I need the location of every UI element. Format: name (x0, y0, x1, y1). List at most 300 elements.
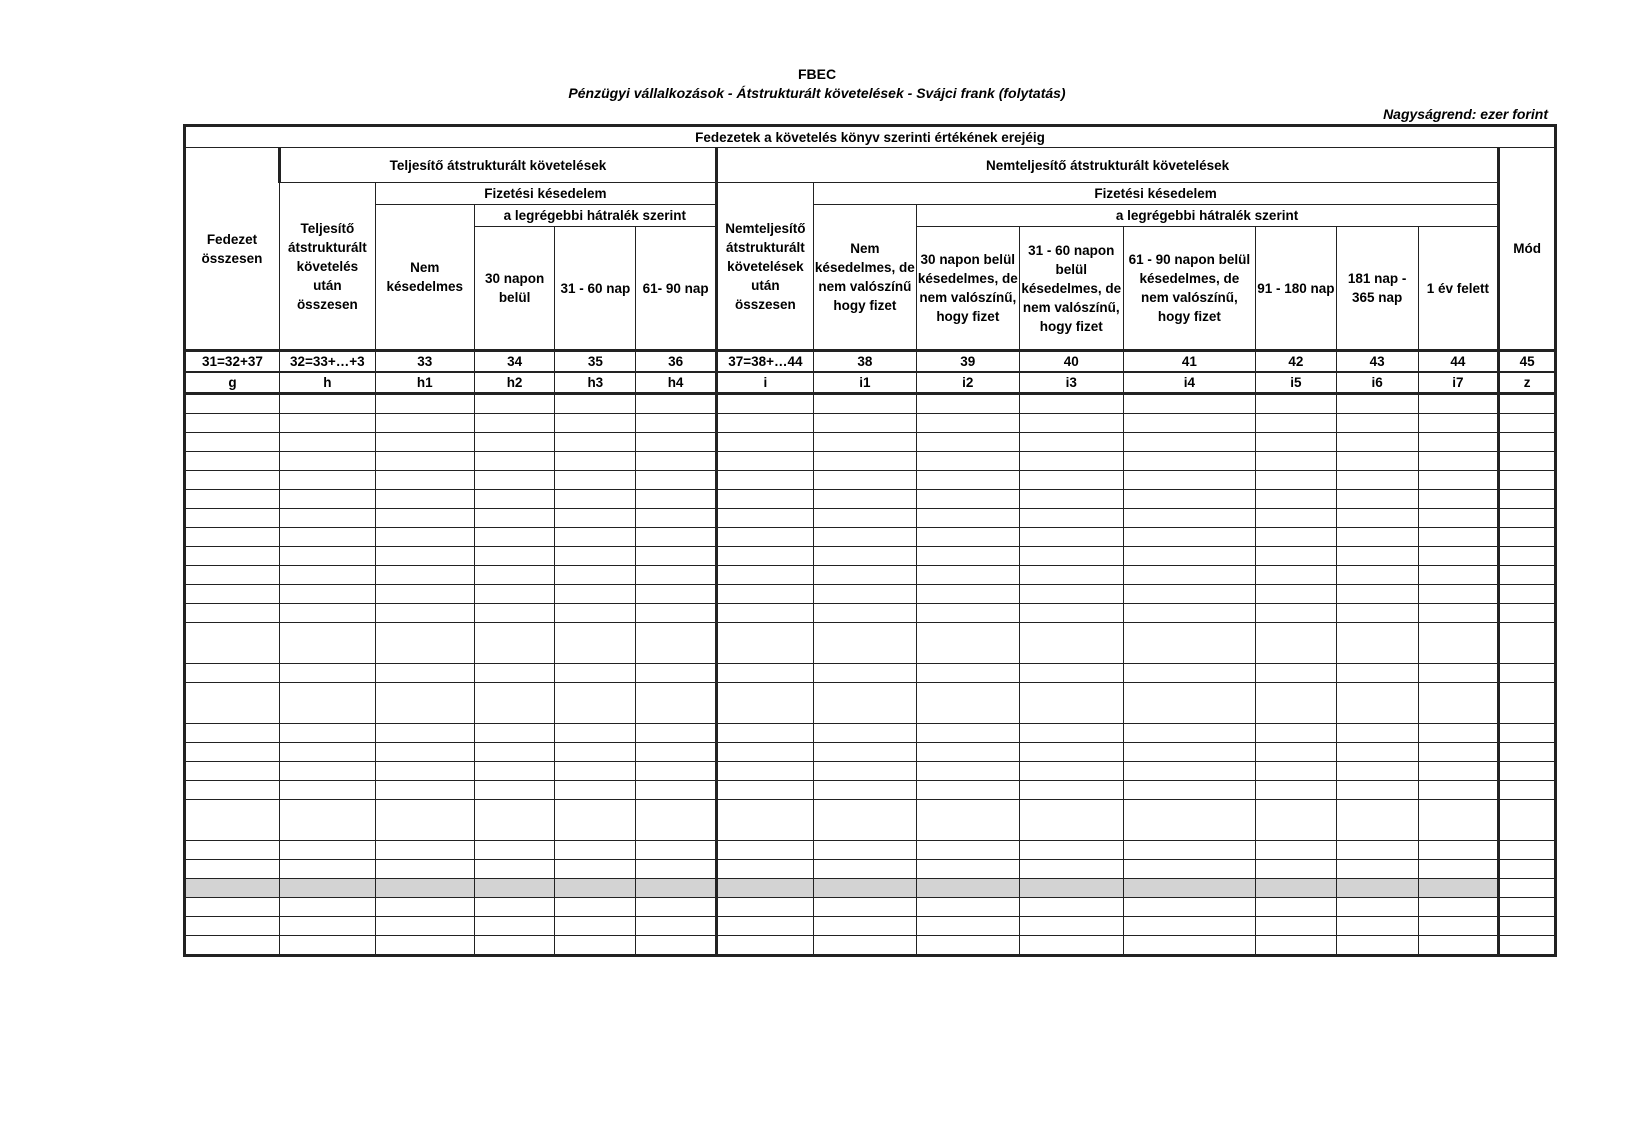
table-row (185, 471, 1556, 490)
table-cell (185, 566, 280, 585)
table-cell (1499, 762, 1556, 781)
table-cell (555, 743, 636, 762)
table-cell (1019, 762, 1123, 781)
table-cell (1336, 433, 1418, 452)
table-cell (1336, 724, 1418, 743)
table-cell (916, 585, 1019, 604)
table-row (185, 547, 1556, 566)
table-cell (1019, 800, 1123, 841)
table-cell (185, 860, 280, 879)
table-cell (555, 683, 636, 724)
table-cell (1256, 879, 1337, 898)
table-cell (279, 879, 375, 898)
table-cell (1123, 490, 1255, 509)
header-nemteljesito-utan-osszesen: Nemteljesítő átstrukturált követelések után összesen (716, 183, 813, 351)
table-cell (916, 566, 1019, 585)
table-cell (1123, 841, 1255, 860)
table-cell (279, 683, 375, 724)
table-cell (555, 585, 636, 604)
table-cell (1256, 604, 1337, 623)
header-i-61-90: 61 - 90 napon belül késedelmes, de nem valószínű, hogy fizet (1123, 227, 1255, 351)
table-cell (716, 860, 813, 879)
table-cell (555, 471, 636, 490)
table-cell (1019, 623, 1123, 664)
table-cell (375, 452, 474, 471)
table-cell (1336, 414, 1418, 433)
header-legregebbi-h: a legrégebbi hátralék szerint (474, 205, 716, 227)
table-cell (185, 394, 280, 414)
table-cell (813, 917, 916, 936)
table-cell (1256, 800, 1337, 841)
table-cell (555, 724, 636, 743)
table-cell (1499, 664, 1556, 683)
table-cell (375, 394, 474, 414)
table-row (185, 683, 1556, 724)
table-cell (1499, 879, 1556, 898)
table-cell (636, 490, 717, 509)
table-cell (813, 841, 916, 860)
table-cell (1499, 724, 1556, 743)
table-cell (474, 394, 555, 414)
table-cell (1418, 471, 1499, 490)
table-cell (716, 917, 813, 936)
table-cell (636, 547, 717, 566)
table-cell (636, 743, 717, 762)
table-cell (474, 414, 555, 433)
table-cell (1418, 781, 1499, 800)
table-cell (636, 781, 717, 800)
table-row (185, 490, 1556, 509)
table-cell (555, 917, 636, 936)
table-cell (375, 724, 474, 743)
header-fedezet-osszesen: Fedezet összesen (185, 148, 280, 351)
table-cell (916, 743, 1019, 762)
table-cell (813, 394, 916, 414)
column-number: 43 (1336, 351, 1418, 373)
table-cell (185, 800, 280, 841)
table-cell (279, 528, 375, 547)
table-cell (1123, 860, 1255, 879)
table-cell (916, 509, 1019, 528)
table-row (185, 724, 1556, 743)
table-cell (185, 452, 280, 471)
table-cell (636, 604, 717, 623)
table-cell (474, 566, 555, 585)
table-cell (636, 762, 717, 781)
table-cell (1336, 879, 1418, 898)
table-cell (1123, 604, 1255, 623)
table-cell (1256, 490, 1337, 509)
table-cell (185, 743, 280, 762)
column-code: i4 (1123, 372, 1255, 394)
table-cell (916, 664, 1019, 683)
table-cell (1019, 781, 1123, 800)
table-cell (1336, 800, 1418, 841)
header-h-31-60: 31 - 60 nap (555, 227, 636, 351)
table-cell (1418, 800, 1499, 841)
table-cell (1256, 566, 1337, 585)
header-i-31-60: 31 - 60 napon belül késedelmes, de nem valószínű, hogy fizet (1019, 227, 1123, 351)
header-mod: Mód (1499, 148, 1556, 351)
table-header (185, 126, 1556, 394)
table-cell (1019, 664, 1123, 683)
table-cell (279, 547, 375, 566)
table-row (185, 394, 1556, 414)
table-cell (555, 623, 636, 664)
column-number: 39 (916, 351, 1019, 373)
column-code: h1 (375, 372, 474, 394)
table-cell (555, 547, 636, 566)
table-cell (1336, 683, 1418, 724)
table-cell (1418, 585, 1499, 604)
table-cell (916, 800, 1019, 841)
table-cell (716, 509, 813, 528)
table-cell (1019, 490, 1123, 509)
table-cell (916, 604, 1019, 623)
table-row (185, 566, 1556, 585)
column-code: i7 (1418, 372, 1499, 394)
table-cell (279, 860, 375, 879)
header-teljesito-utan-osszesen: Teljesítő átstrukturált követelés után összesen (279, 183, 375, 351)
table-cell (279, 566, 375, 585)
table-cell (375, 566, 474, 585)
table-cell (1256, 917, 1337, 936)
table-cell (1336, 936, 1418, 956)
header-i-nem-kesedelmes: Nem késedelmes, de nem valószínű hogy fizet (813, 205, 916, 351)
table-cell (1499, 414, 1556, 433)
table-cell (1019, 547, 1123, 566)
table-cell (1499, 509, 1556, 528)
table-cell (185, 528, 280, 547)
table-cell (916, 841, 1019, 860)
column-number: 38 (813, 351, 916, 373)
table-cell (916, 490, 1019, 509)
table-cell (185, 762, 280, 781)
table-cell (636, 528, 717, 547)
table-cell (279, 433, 375, 452)
table-cell (375, 683, 474, 724)
column-code: i (716, 372, 813, 394)
table-cell (916, 683, 1019, 724)
table-cell (375, 414, 474, 433)
table-cell (1336, 898, 1418, 917)
table-cell (1418, 841, 1499, 860)
table-cell (1123, 898, 1255, 917)
table-cell (1336, 623, 1418, 664)
table-cell (1123, 585, 1255, 604)
table-cell (1256, 860, 1337, 879)
column-code: g (185, 372, 280, 394)
form-title: Pénzügyi vállalkozások - Átstrukturált követelések - Svájci frank (folytatás) (568, 85, 1066, 101)
header-h-61-90: 61- 90 nap (636, 227, 717, 351)
table-cell (474, 917, 555, 936)
table-cell (813, 879, 916, 898)
table-cell (1123, 800, 1255, 841)
table-cell (279, 743, 375, 762)
table-cell (1256, 623, 1337, 664)
table-cell (916, 433, 1019, 452)
table-row (185, 604, 1556, 623)
form-code: FBEC (797, 66, 837, 82)
header-nemteljesito: Nemteljesítő átstrukturált követelések (716, 148, 1498, 183)
table-cell (1418, 604, 1499, 623)
table-cell (916, 394, 1019, 414)
table-cell (555, 879, 636, 898)
table-cell (813, 936, 916, 956)
table-cell (716, 547, 813, 566)
table-cell (1123, 414, 1255, 433)
table-cell (185, 433, 280, 452)
table-cell (716, 936, 813, 956)
table-row (185, 762, 1556, 781)
table-cell (474, 841, 555, 860)
table-cell (375, 433, 474, 452)
table-row (185, 509, 1556, 528)
column-number: 42 (1256, 351, 1337, 373)
table-cell (636, 936, 717, 956)
table-cell (813, 566, 916, 585)
table-cell (555, 509, 636, 528)
table-cell (1499, 743, 1556, 762)
table-cell (474, 433, 555, 452)
table-cell (813, 762, 916, 781)
table-cell (555, 936, 636, 956)
table-row (185, 917, 1556, 936)
table-cell (636, 683, 717, 724)
table-row (185, 879, 1556, 898)
table-cell (1418, 917, 1499, 936)
table-cell (1336, 917, 1418, 936)
table-cell (185, 414, 280, 433)
table-cell (279, 509, 375, 528)
table-cell (1123, 936, 1255, 956)
table-cell (1499, 898, 1556, 917)
table-cell (474, 585, 555, 604)
table-cell (375, 471, 474, 490)
table-cell (1499, 781, 1556, 800)
table-cell (1123, 724, 1255, 743)
table-cell (1336, 394, 1418, 414)
column-number: 35 (555, 351, 636, 373)
table-cell (1418, 414, 1499, 433)
column-code: i2 (916, 372, 1019, 394)
table-cell (716, 528, 813, 547)
table-cell (474, 664, 555, 683)
table-row (185, 936, 1556, 956)
table-cell (1418, 762, 1499, 781)
table-cell (1499, 800, 1556, 841)
table-row (185, 664, 1556, 683)
table-cell (474, 724, 555, 743)
table-cell (1256, 433, 1337, 452)
table-cell (474, 898, 555, 917)
table-cell (1019, 394, 1123, 414)
table-cell (555, 414, 636, 433)
table-cell (1418, 743, 1499, 762)
column-number: 41 (1123, 351, 1255, 373)
table-cell (555, 781, 636, 800)
table-cell (474, 547, 555, 566)
table-cell (636, 394, 717, 414)
table-cell (636, 724, 717, 743)
table-cell (716, 490, 813, 509)
table-cell (375, 879, 474, 898)
data-table (183, 124, 1557, 957)
table-cell (474, 743, 555, 762)
table-cell (813, 528, 916, 547)
table-cell (1336, 841, 1418, 860)
table-cell (1418, 547, 1499, 566)
table-cell (279, 623, 375, 664)
table-cell (279, 471, 375, 490)
table-cell (1256, 547, 1337, 566)
table-cell (474, 471, 555, 490)
table-cell (1418, 433, 1499, 452)
header-i-181-365: 181 nap - 365 nap (1336, 227, 1418, 351)
table-cell (1019, 471, 1123, 490)
table-cell (636, 471, 717, 490)
table-cell (1499, 452, 1556, 471)
table-cell (375, 917, 474, 936)
table-cell (1256, 781, 1337, 800)
table-cell (1019, 433, 1123, 452)
table-cell (916, 452, 1019, 471)
table-cell (474, 800, 555, 841)
table-cell (375, 841, 474, 860)
table-cell (1123, 452, 1255, 471)
table-cell (1336, 604, 1418, 623)
table-cell (474, 860, 555, 879)
table-cell (1256, 452, 1337, 471)
table-cell (813, 781, 916, 800)
table-cell (185, 547, 280, 566)
table-cell (1123, 781, 1255, 800)
table-cell (375, 585, 474, 604)
table-cell (279, 585, 375, 604)
table-cell (1123, 743, 1255, 762)
table-cell (813, 471, 916, 490)
table-cell (1418, 528, 1499, 547)
table-cell (474, 490, 555, 509)
table-cell (916, 471, 1019, 490)
table-cell (1256, 585, 1337, 604)
table-cell (636, 433, 717, 452)
table-cell (474, 623, 555, 664)
table-cell (716, 414, 813, 433)
table-cell (185, 604, 280, 623)
table-cell (1499, 566, 1556, 585)
table-cell (1123, 547, 1255, 566)
table-cell (279, 917, 375, 936)
table-cell (279, 452, 375, 471)
table-cell (279, 936, 375, 956)
table-cell (474, 528, 555, 547)
table-cell (1019, 917, 1123, 936)
table-cell (1256, 898, 1337, 917)
table-cell (555, 433, 636, 452)
table-cell (1418, 623, 1499, 664)
table-cell (279, 414, 375, 433)
column-code: h (279, 372, 375, 394)
table-cell (375, 490, 474, 509)
table-cell (636, 860, 717, 879)
table-cell (1123, 471, 1255, 490)
table-row (185, 743, 1556, 762)
table-cell (1019, 936, 1123, 956)
table-cell (1019, 414, 1123, 433)
table-cell (813, 490, 916, 509)
table-cell (716, 762, 813, 781)
table-cell (1019, 841, 1123, 860)
column-code: h4 (636, 372, 717, 394)
table-cell (555, 841, 636, 860)
table-cell (185, 623, 280, 664)
table-cell (279, 394, 375, 414)
table-cell (636, 566, 717, 585)
column-number: 32=33+…+3 (279, 351, 375, 373)
column-number: 37=38+…44 (716, 351, 813, 373)
table-cell (1123, 879, 1255, 898)
unit-label: Nagyságrend: ezer forint (1383, 106, 1548, 122)
table-cell (1499, 841, 1556, 860)
table-cell (716, 683, 813, 724)
header-fizetesi-kesedelem-h: Fizetési késedelem (375, 183, 716, 205)
table-cell (1123, 566, 1255, 585)
table-cell (185, 490, 280, 509)
table-cell (1256, 762, 1337, 781)
column-code: i1 (813, 372, 916, 394)
table-cell (716, 724, 813, 743)
table-cell (375, 781, 474, 800)
table-cell (1418, 566, 1499, 585)
table-cell (636, 879, 717, 898)
table-cell (716, 781, 813, 800)
table-body (185, 394, 1556, 956)
table-cell (1336, 547, 1418, 566)
table-cell (716, 585, 813, 604)
table-cell (1499, 547, 1556, 566)
table-cell (185, 917, 280, 936)
table-cell (1418, 509, 1499, 528)
column-code-row (185, 372, 1556, 394)
table-cell (916, 528, 1019, 547)
table-cell (375, 860, 474, 879)
table-cell (716, 898, 813, 917)
table-cell (1256, 743, 1337, 762)
table-cell (375, 528, 474, 547)
table-cell (813, 800, 916, 841)
table-cell (375, 898, 474, 917)
table-cell (1123, 509, 1255, 528)
table-cell (636, 623, 717, 664)
table-cell (716, 664, 813, 683)
table-cell (1123, 683, 1255, 724)
table-cell (474, 604, 555, 623)
table-cell (1256, 528, 1337, 547)
table-cell (1418, 936, 1499, 956)
table-cell (555, 762, 636, 781)
table-cell (279, 724, 375, 743)
table-cell (1499, 604, 1556, 623)
table-cell (1418, 879, 1499, 898)
table-row (185, 781, 1556, 800)
table-cell (279, 841, 375, 860)
column-code: z (1499, 372, 1556, 394)
table-cell (1336, 566, 1418, 585)
table-cell (375, 604, 474, 623)
table-cell (1019, 528, 1123, 547)
table-cell (716, 433, 813, 452)
